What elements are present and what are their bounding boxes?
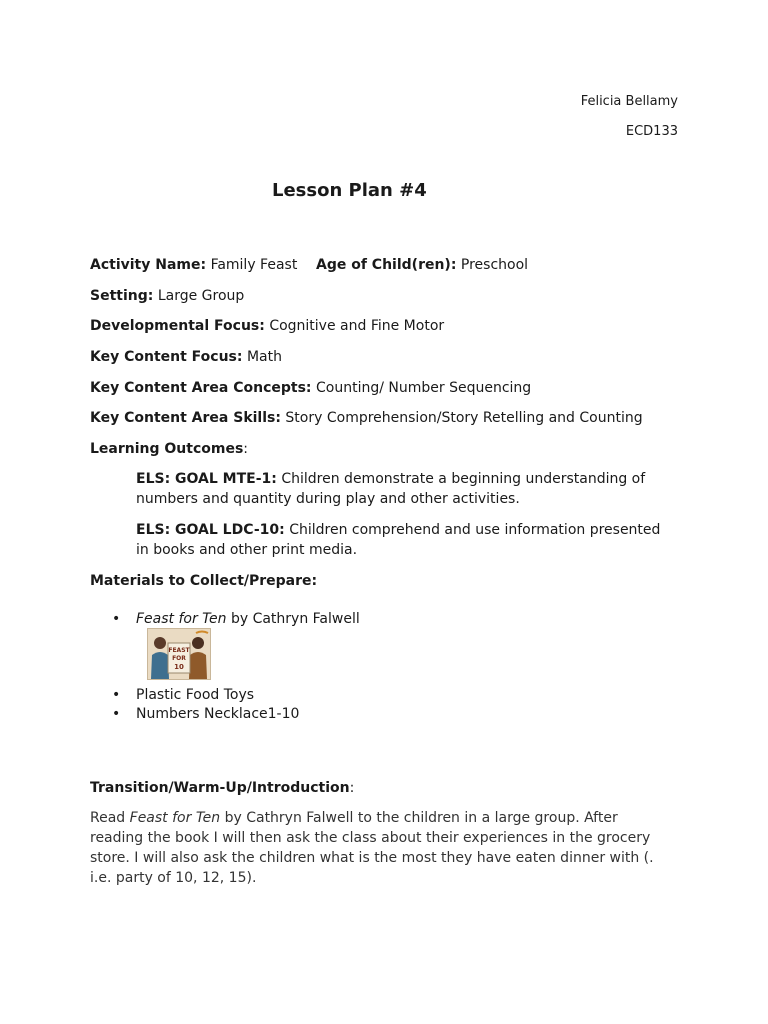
dev-focus-value: Cognitive and Fine Motor <box>269 318 445 334</box>
para-book-title: Feast for Ten <box>129 810 221 826</box>
para-read: Read <box>90 810 130 826</box>
book-cover-illustration <box>148 629 210 679</box>
age-line: Age of Child(ren): Preschool <box>316 257 529 273</box>
setting-line: Setting: Large Group <box>90 288 245 304</box>
skills-label: Key Content Area Skills <box>90 410 276 426</box>
skills-line: Key Content Area Skills: Story Comprehension/Story Retelling and Counting <box>90 410 643 426</box>
material-item: Plastic Food Toys <box>136 687 255 703</box>
outcomes-label: Learning Outcomes <box>90 441 244 457</box>
materials-label: Materials to Collect/Prepare <box>90 573 312 589</box>
book-cover-image <box>147 628 211 680</box>
age-label: Age of Child(ren) <box>316 257 451 273</box>
dev-focus-label: Developmental Focus: <box>90 318 265 334</box>
outcome-text-line1: Children demonstrate a beginning understanding of <box>281 471 646 487</box>
age-value: Preschool <box>460 257 529 273</box>
outcome-text-line2: numbers and quantity during play and other activities. <box>136 491 520 507</box>
para-line4: i.e. party of 10, 12, 15). <box>90 870 257 886</box>
outcome-text-line1: Children comprehend and use information presented <box>289 522 661 538</box>
bullet-icon: • <box>112 706 121 722</box>
materials-heading: Materials to Collect/Prepare: <box>90 573 318 589</box>
cover-text: 10 <box>174 663 184 671</box>
dev-focus-line <box>90 316 444 336</box>
cover-text: FOR <box>172 655 186 662</box>
author-name: Felicia Bellamy <box>580 94 678 109</box>
activity-line: Activity Name: Family Feast <box>90 257 298 273</box>
activity-name-value: Family Feast <box>210 257 298 273</box>
book-author: by Cathryn Falwell <box>230 611 360 627</box>
book-title: Feast for Ten <box>136 611 227 627</box>
skills-value: Story Comprehension/Story Retelling and Counting <box>285 410 643 426</box>
content-focus-line: Key Content Focus: Math <box>90 349 282 365</box>
content-focus-value: Math <box>246 349 282 365</box>
setting-label: Setting <box>90 288 148 304</box>
activity-name-label: Activity Name <box>90 257 201 273</box>
content-focus-label: Key Content Focus <box>90 349 237 365</box>
bullet-icon: • <box>112 687 121 703</box>
para-line3: store. I will also ask the children what is the most they have eaten dinner with (. <box>90 850 654 866</box>
concepts-line <box>90 378 531 398</box>
outcomes-heading: Learning Outcomes: <box>90 441 249 457</box>
para-line1: by Cathryn Falwell to the children in a large group. After <box>220 810 618 826</box>
material-book <box>136 609 360 629</box>
outcome-text-line2: in books and other print media. <box>136 542 358 558</box>
transition-heading: Transition/Warm-Up/Introduction: <box>90 780 355 796</box>
course-code: ECD133 <box>625 124 678 139</box>
bullet-icon: • <box>112 611 121 627</box>
outcome-item: ELS: GOAL MTE-1: Children demonstrate a beginning understanding of numbers and quantity during play and other activities. <box>136 471 646 507</box>
para-line2: reading the book I will then ask the class about their experiences in the grocery <box>90 830 651 846</box>
outcome-goal: ELS: GOAL MTE-1 <box>136 471 272 487</box>
transition-label: Transition/Warm-Up/Introduction <box>90 780 350 796</box>
setting-value: Large Group <box>157 288 245 304</box>
cover-text: FEAST <box>168 647 190 654</box>
page-title: Lesson Plan #4 <box>272 180 427 201</box>
outcome-goal: ELS: GOAL LDC-10 <box>136 522 280 538</box>
outcome-item: ELS: GOAL LDC-10: Children comprehend and use information presented in books and other print media. <box>136 522 661 558</box>
concepts-value: Counting/ Number Sequencing <box>316 380 532 396</box>
material-item: Numbers Necklace1-10 <box>136 706 300 722</box>
transition-paragraph <box>90 808 680 888</box>
concepts-label: Key Content Area Concepts: <box>90 380 312 396</box>
